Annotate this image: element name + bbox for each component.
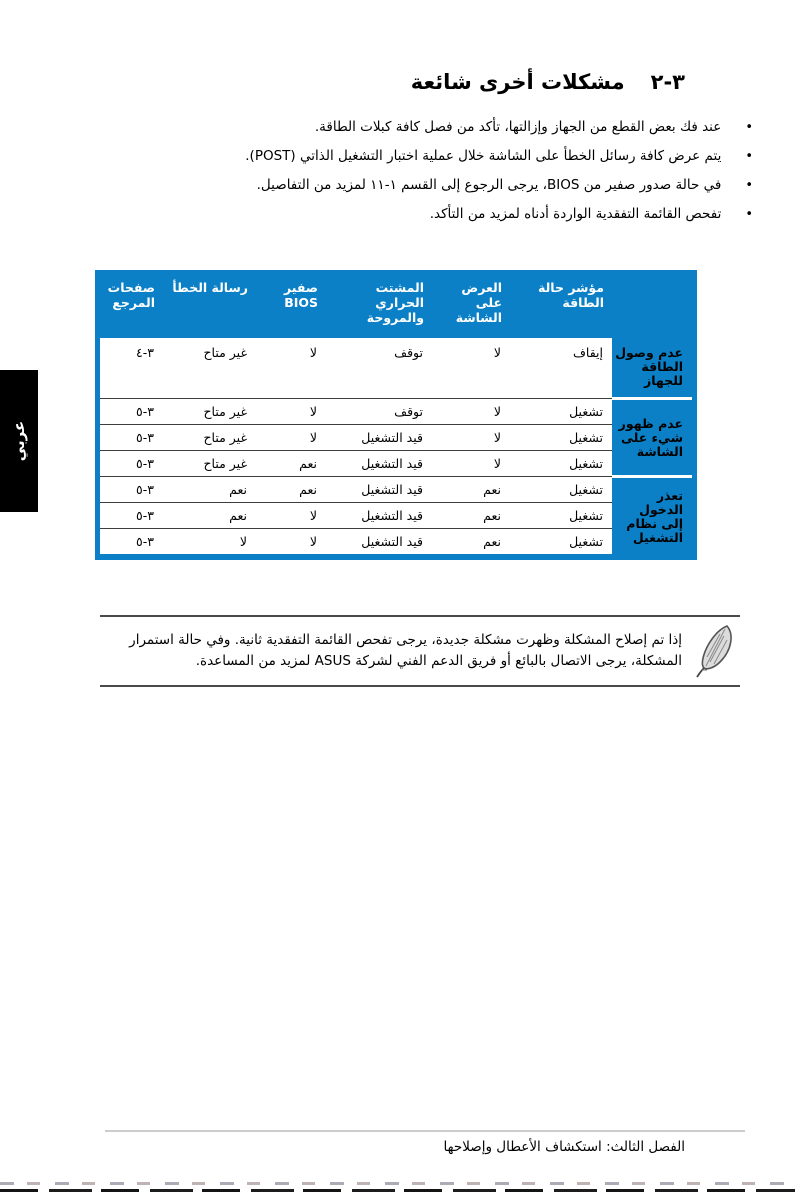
table-cell: نعم: [163, 503, 256, 529]
table-cell: ٣-٥: [100, 529, 163, 555]
table-cell: ٣-٥: [100, 451, 163, 477]
table-cell: لا: [256, 503, 326, 529]
table-cell: تشغيل: [510, 503, 612, 529]
list-item: [50, 205, 753, 224]
table-cell: لا: [256, 399, 326, 425]
table-cell: قيد التشغيل: [326, 451, 432, 477]
table-cell: نعم: [163, 477, 256, 503]
table-cell: لا: [163, 529, 256, 555]
note-callout: [100, 615, 740, 687]
table-cell: نعم: [432, 529, 510, 555]
bullet-list: [50, 118, 753, 234]
table-cell: إيقاف: [572, 345, 603, 360]
language-side-tab-label: عربي: [10, 420, 28, 462]
bullet-icon: •: [745, 120, 753, 135]
list-item: [50, 147, 753, 166]
table-cell: تشغيل: [510, 477, 612, 503]
table-cell: ٣-٥: [100, 425, 163, 451]
section-title: مشكلات أخرى شائعة: [410, 70, 625, 94]
list-item: [50, 176, 753, 195]
table-row: [100, 451, 692, 477]
note-text: إذا تم إصلاح المشكلة وظهرت مشكلة جديدة، يرجى تفحص القائمة التفقدية ثانية. وفي حالة استمرار المشكلة، يرجى الاتصال بالبائع أو فريق الدعم الفني لشركة ASUS لمزيد من المساعدة.: [129, 632, 682, 669]
table-header-power-led: مؤشر حالة الطاقة: [510, 270, 612, 338]
table-cell: غير متاح: [163, 451, 256, 477]
table-row: [100, 477, 692, 503]
row-group-label: تعذر الدخول إلى نظام التشغيل: [612, 477, 692, 555]
table-cell: تشغيل: [510, 529, 612, 555]
table-cell: توقف: [394, 345, 423, 360]
table-cell: تشغيل: [510, 451, 612, 477]
table-header-bios-beep: صفير BIOS: [256, 270, 326, 338]
quill-pen-icon: [694, 624, 736, 678]
bullet-text: في حالة صدور صفير من BIOS، يرجى الرجوع إلى القسم ١-١١ لمزيد من التفاصيل.: [256, 177, 722, 193]
table-row: [100, 503, 692, 529]
table-cell: نعم: [432, 477, 510, 503]
table-cell: نعم: [432, 503, 510, 529]
table-cell: لا: [256, 529, 326, 555]
checklist-table: [100, 270, 692, 554]
table-cell: ٣-٥: [100, 503, 163, 529]
row-group-label: عدم وصول الطاقة للجهاز: [612, 338, 692, 399]
table-cell: ٣-٤: [136, 345, 154, 360]
table-cell: قيد التشغيل: [326, 425, 432, 451]
bullet-icon: •: [745, 178, 753, 193]
bullet-text: يتم عرض كافة رسائل الخطأ على الشاشة خلال عملية اختبار التشغيل الذاتي (POST).: [245, 148, 722, 164]
table-row: [100, 529, 692, 555]
table-cell: لا: [493, 345, 501, 360]
table-header-display: العرض على الشاشة: [432, 270, 510, 338]
table-cell: قيد التشغيل: [326, 503, 432, 529]
footer-chapter-title: الفصل الثالث: استكشاف الأعطال وإصلاحها: [443, 1139, 685, 1155]
table-header-group: [612, 270, 692, 338]
table-cell: تشغيل: [510, 399, 612, 425]
scan-edge-artifact: [0, 1189, 795, 1192]
table-cell: قيد التشغيل: [326, 529, 432, 555]
table-cell: غير متاح: [163, 425, 256, 451]
table-cell: لا: [432, 451, 510, 477]
footer-divider: [105, 1130, 745, 1132]
table-header-heatsink-fan: المشتت الحراري والمروحة: [326, 270, 432, 338]
language-side-tab: [0, 370, 38, 512]
troubleshooting-table: [95, 270, 697, 560]
table-row: [100, 425, 692, 451]
table-cell: لا: [256, 425, 326, 451]
table-cell: نعم: [256, 451, 326, 477]
table-cell: لا: [309, 345, 317, 360]
table-row: [100, 338, 692, 399]
bullet-icon: •: [745, 207, 753, 222]
list-item: [50, 118, 753, 137]
scan-edge-artifact: [0, 1182, 795, 1185]
table-cell: تشغيل: [510, 425, 612, 451]
bullet-icon: •: [745, 149, 753, 164]
bullet-text: عند فك بعض القطع من الجهاز وإزالتها، تأكد من فصل كافة كبلات الطاقة.: [314, 119, 722, 135]
table-cell: ٣-٥: [100, 399, 163, 425]
table-header-error-message: رسالة الخطأ: [163, 270, 256, 338]
table-cell: توقف: [326, 399, 432, 425]
table-header-reference-pages: صفحات المرجع: [100, 270, 163, 338]
section-heading: [411, 70, 685, 94]
table-cell: قيد التشغيل: [326, 477, 432, 503]
table-cell: ٣-٥: [100, 477, 163, 503]
table-cell: غير متاح: [163, 399, 256, 425]
table-cell: غير متاح: [203, 345, 247, 360]
table-cell: لا: [432, 399, 510, 425]
table-header-row: [100, 270, 692, 338]
table-cell: نعم: [256, 477, 326, 503]
row-group-label: عدم ظهور شيء على الشاشة: [612, 399, 692, 477]
table-row: [100, 399, 692, 425]
section-number: ٣-٢: [650, 70, 685, 94]
bullet-text: تفحص القائمة التفقدية الواردة أدناه لمزيد من التأكد.: [429, 206, 722, 222]
table-cell: لا: [432, 425, 510, 451]
